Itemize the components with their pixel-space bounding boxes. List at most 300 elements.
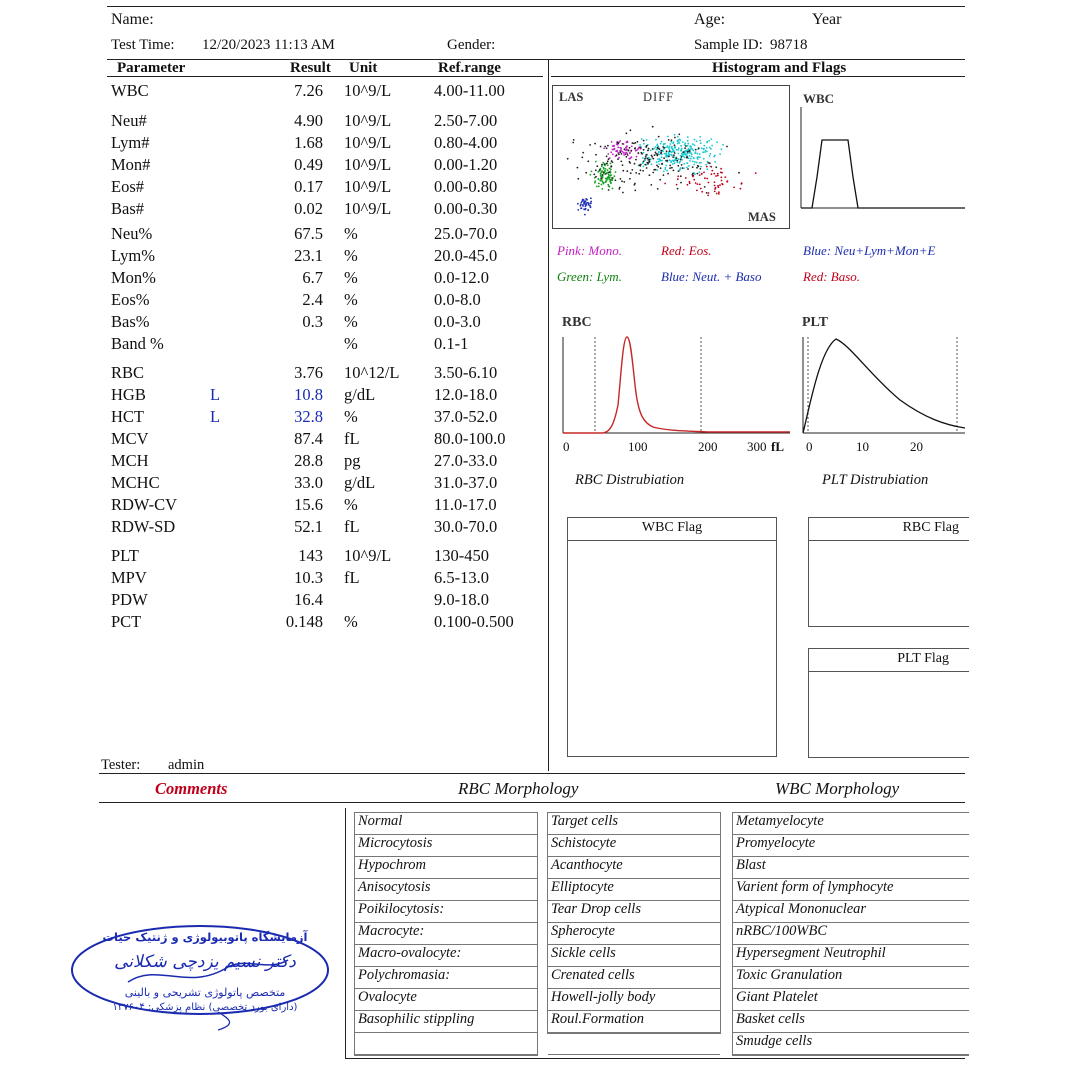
morphology-item: Howell-jolly body xyxy=(548,989,720,1011)
param-result: 10.3 xyxy=(294,568,323,587)
scatter-point xyxy=(673,154,675,156)
param-ref-range: 130-450 xyxy=(434,546,489,565)
param-result: 32.8 xyxy=(294,407,323,426)
scatter-point xyxy=(608,175,610,177)
scatter-point xyxy=(610,163,612,165)
scatter-point xyxy=(697,183,699,185)
scatter-point xyxy=(672,163,674,165)
param-unit: % xyxy=(344,224,358,243)
scatter-point xyxy=(585,205,587,207)
param-ref-range: 9.0-18.0 xyxy=(434,590,489,609)
scatter-point xyxy=(639,147,641,149)
scatter-point xyxy=(612,153,614,155)
scatter-point xyxy=(607,169,609,171)
scatter-plot xyxy=(552,85,790,229)
col-histogram: Histogram and Flags xyxy=(712,60,847,76)
scatter-point xyxy=(640,152,642,154)
scatter-point xyxy=(680,159,682,161)
scatter-point xyxy=(668,156,670,158)
scatter-point xyxy=(678,153,680,155)
scatter-point xyxy=(705,164,707,166)
scatter-point xyxy=(681,164,683,166)
column-rule-right xyxy=(551,76,965,77)
wbc-morphology-heading: WBC Morphology xyxy=(775,779,900,798)
scatter-point xyxy=(601,176,603,178)
morphology-item: Basket cells xyxy=(733,1011,969,1033)
scatter-point xyxy=(704,177,706,179)
param-ref-range: 0.80-4.00 xyxy=(434,133,498,152)
legend-blue-all: Blue: Neu+Lym+Mon+E xyxy=(803,243,936,258)
scatter-point xyxy=(621,180,623,182)
scatter-point xyxy=(697,173,699,175)
scatter-point xyxy=(599,169,601,171)
scatter-point xyxy=(706,192,708,194)
scatter-point xyxy=(733,187,735,189)
scatter-point xyxy=(670,161,672,163)
scatter-point xyxy=(671,147,673,149)
scatter-point xyxy=(607,164,609,166)
scatter-point xyxy=(639,144,641,146)
scatter-point xyxy=(703,158,705,160)
scatter-point xyxy=(694,144,696,146)
param-result: 2.4 xyxy=(302,290,323,309)
stamp-line-3: متخصص پاتولوژی تشریحی و بالینی xyxy=(124,986,286,999)
scatter-point xyxy=(676,184,678,186)
param-name: Mon% xyxy=(111,268,156,287)
scatter-point xyxy=(687,140,689,142)
scatter-point xyxy=(658,161,660,163)
param-name: RDW-SD xyxy=(111,517,176,536)
scatter-point xyxy=(718,191,720,193)
scatter-point xyxy=(607,160,609,162)
param-result: 143 xyxy=(298,546,323,565)
scatter-point xyxy=(630,129,632,131)
comments-heading: Comments xyxy=(155,779,228,798)
scatter-point xyxy=(706,142,708,144)
param-name: Mon# xyxy=(111,155,151,174)
scatter-point xyxy=(683,163,685,165)
param-result: 10.8 xyxy=(294,385,323,404)
scatter-point xyxy=(601,184,603,186)
scatter-point xyxy=(720,168,722,170)
scatter-point xyxy=(688,165,690,167)
wbc-flag-title: WBC Flag xyxy=(641,520,703,535)
scatter-point xyxy=(656,155,658,157)
scatter-point xyxy=(659,179,661,181)
scatter-point xyxy=(696,190,698,192)
scatter-point xyxy=(634,184,636,186)
scatter-point xyxy=(604,146,606,148)
scatter-point xyxy=(672,156,674,158)
morphology-item: Varient form of lymphocyte xyxy=(733,879,969,901)
scatter-point xyxy=(657,188,659,190)
scatter-point xyxy=(650,150,652,152)
scatter-point xyxy=(693,164,695,166)
wbc-flag-box xyxy=(567,517,777,757)
scatter-point xyxy=(656,165,658,167)
scatter-point xyxy=(691,156,693,158)
param-result: 33.0 xyxy=(294,473,323,492)
scatter-point xyxy=(676,157,678,159)
scatter-point xyxy=(614,175,616,177)
scatter-point xyxy=(715,175,717,177)
param-unit: pg xyxy=(344,451,361,470)
param-name: Bas% xyxy=(111,312,150,331)
scatter-point xyxy=(589,144,591,146)
test-time-value: 12/20/2023 11:13 AM xyxy=(202,37,335,53)
param-name: RDW-CV xyxy=(111,495,177,514)
scatter-point xyxy=(700,166,702,168)
sample-id-label: Sample ID: xyxy=(694,37,763,53)
param-result: 67.5 xyxy=(294,224,323,243)
param-name: PDW xyxy=(111,590,148,609)
morphology-item: Smudge cells xyxy=(733,1033,969,1055)
scatter-point xyxy=(716,193,718,195)
scatter-point xyxy=(680,145,682,147)
scatter-point xyxy=(615,171,617,173)
plt-tick-10: 10 xyxy=(856,439,869,454)
scatter-point xyxy=(644,164,646,166)
scatter-point xyxy=(607,145,609,147)
scatter-point xyxy=(660,167,662,169)
result-row xyxy=(0,451,540,473)
scatter-point xyxy=(699,184,701,186)
scatter-point xyxy=(674,152,676,154)
stamp-line-1: آزمایشگاه پاتوبیولوژی و ژنتیک حیات xyxy=(102,930,308,944)
scatter-point xyxy=(708,140,710,142)
morphology-item: Schistocyte xyxy=(548,835,720,857)
scatter-point xyxy=(626,132,628,134)
scatter-point xyxy=(642,162,644,164)
scatter-point xyxy=(694,139,696,141)
rbc-morphology-heading: RBC Morphology xyxy=(458,779,579,798)
scatter-point xyxy=(661,141,663,143)
morphology-item: Spherocyte xyxy=(548,923,720,945)
morphology-item: Macro-ovalocyte: xyxy=(355,945,537,967)
scatter-point xyxy=(703,145,705,147)
param-ref-range: 0.00-0.30 xyxy=(434,199,498,218)
rbc-histogram xyxy=(558,315,798,460)
scatter-point xyxy=(697,153,699,155)
rbc-tick-200: 200 xyxy=(698,439,718,454)
plt-tick-20: 20 xyxy=(910,439,923,454)
scatter-point xyxy=(587,160,589,162)
param-unit: 10^12/L xyxy=(344,363,400,382)
scatter-point xyxy=(684,147,686,149)
scatter-point xyxy=(701,191,703,193)
sample-id-value: 98718 xyxy=(770,37,808,53)
param-name: Neu# xyxy=(111,111,147,130)
param-ref-range: 0.00-0.80 xyxy=(434,177,498,196)
scatter-point xyxy=(577,209,579,211)
result-row xyxy=(0,568,540,590)
morphology-item xyxy=(355,1033,537,1055)
result-row xyxy=(0,133,540,155)
scatter-point xyxy=(656,145,658,147)
scatter-point xyxy=(665,167,667,169)
scatter-point xyxy=(657,158,659,160)
param-name: Lym# xyxy=(111,133,150,152)
param-ref-range: 0.00-1.20 xyxy=(434,155,498,174)
plt-hist-ticks xyxy=(804,439,964,455)
scatter-point xyxy=(663,144,665,146)
param-ref-range: 30.0-70.0 xyxy=(434,517,498,536)
scatter-point xyxy=(582,152,584,154)
param-ref-range: 0.0-3.0 xyxy=(434,312,481,331)
morphology-item: Normal xyxy=(355,813,537,835)
scatter-point xyxy=(666,170,668,172)
scatter-point xyxy=(598,178,600,180)
param-name: RBC xyxy=(111,363,145,382)
scatter-point xyxy=(703,151,705,153)
scatter-point xyxy=(658,163,660,165)
scatter-point xyxy=(692,150,694,152)
param-unit: % xyxy=(344,268,358,287)
scatter-point xyxy=(701,173,703,175)
scatter-point xyxy=(610,151,612,153)
col-ref-range: Ref.range xyxy=(438,60,501,76)
param-ref-range: 0.0-12.0 xyxy=(434,268,489,287)
scatter-point xyxy=(593,174,595,176)
morphology-item: Ovalocyte xyxy=(355,989,537,1011)
param-ref-range: 27.0-33.0 xyxy=(434,451,498,470)
plt-tick-0: 0 xyxy=(806,439,813,454)
scatter-point xyxy=(700,162,702,164)
morphology-item: Poikilocytosis: xyxy=(355,901,537,923)
scatter-point xyxy=(755,172,757,174)
result-row xyxy=(0,224,540,246)
scatter-point xyxy=(677,178,679,180)
morphology-item: nRBC/100WBC xyxy=(733,923,969,945)
param-name: PLT xyxy=(111,546,139,565)
scatter-point xyxy=(643,161,645,163)
tester-label: Tester: xyxy=(101,757,141,773)
morph-col-1 xyxy=(354,812,538,1056)
scatter-point xyxy=(720,177,722,179)
morphology-item: Sickle cells xyxy=(548,945,720,967)
scatter-point xyxy=(726,181,728,183)
scatter-point xyxy=(676,161,678,163)
scatter-point xyxy=(655,146,657,148)
scatter-point xyxy=(653,169,655,171)
scatter-point xyxy=(630,172,632,174)
scatter-point xyxy=(692,174,694,176)
scatter-point xyxy=(606,147,608,149)
rbc-tick-300: 300 xyxy=(747,439,767,454)
scatter-point xyxy=(678,170,680,172)
scatter-point xyxy=(626,170,628,172)
scatter-point xyxy=(595,176,597,178)
scatter-point xyxy=(718,193,720,195)
scatter-point xyxy=(629,147,631,149)
scatter-point xyxy=(652,172,654,174)
param-unit: 10^9/L xyxy=(344,81,392,100)
morphology-item: Metamyelocyte xyxy=(733,813,969,835)
result-row xyxy=(0,407,540,429)
scatter-point xyxy=(669,159,671,161)
scatter-point xyxy=(634,190,636,192)
scatter-point xyxy=(646,139,648,141)
scatter-point xyxy=(603,173,605,175)
scatter-point xyxy=(651,156,653,158)
scatter-point xyxy=(669,167,671,169)
scatter-point xyxy=(629,161,631,163)
scatter-point xyxy=(671,146,673,148)
scatter-point xyxy=(607,184,609,186)
scatter-point xyxy=(696,162,698,164)
param-ref-range: 25.0-70.0 xyxy=(434,224,498,243)
scatter-point xyxy=(663,147,665,149)
scatter-point xyxy=(603,148,605,150)
scatter-point xyxy=(687,168,689,170)
result-row xyxy=(0,290,540,312)
scatter-point xyxy=(680,150,682,152)
morph-col-3 xyxy=(732,812,969,1056)
scatter-point xyxy=(613,145,615,147)
legend-blue-neut: Blue: Neut. + Baso xyxy=(661,269,762,284)
top-rule xyxy=(107,6,965,7)
scatter-point xyxy=(608,176,610,178)
result-row xyxy=(0,334,540,356)
scatter-point xyxy=(580,202,582,204)
morphology-item: Crenated cells xyxy=(548,967,720,989)
result-row xyxy=(0,517,540,539)
scatter-point xyxy=(655,153,657,155)
param-unit: g/dL xyxy=(344,473,376,492)
scatter-point xyxy=(646,154,648,156)
scatter-point xyxy=(661,160,663,162)
scatter-point xyxy=(601,165,603,167)
scatter-point xyxy=(700,188,702,190)
scatter-point xyxy=(699,140,701,142)
col-result: Result xyxy=(290,60,331,76)
scatter-point xyxy=(668,152,670,154)
scatter-point xyxy=(679,161,681,163)
scatter-point xyxy=(622,143,624,145)
scatter-point xyxy=(707,195,709,197)
scatter-point xyxy=(620,151,622,153)
result-row xyxy=(0,546,540,568)
scatter-point xyxy=(687,149,689,151)
param-result: 87.4 xyxy=(294,429,323,448)
scatter-point xyxy=(700,168,702,170)
param-name: PCT xyxy=(111,612,142,631)
param-ref-range: 31.0-37.0 xyxy=(434,473,498,492)
scatter-point xyxy=(610,166,612,168)
scatter-point xyxy=(634,163,636,165)
param-result: 0.02 xyxy=(294,199,323,218)
morphology-item: Elliptocyte xyxy=(548,879,720,901)
footer-rule-top xyxy=(99,773,965,774)
scatter-point xyxy=(644,158,646,160)
scatter-point xyxy=(634,148,636,150)
param-unit: % xyxy=(344,334,358,353)
scatter-point xyxy=(663,171,665,173)
scatter-point xyxy=(585,172,587,174)
scatter-point xyxy=(665,155,667,157)
param-unit: % xyxy=(344,495,358,514)
param-name: WBC xyxy=(111,81,149,100)
scatter-point xyxy=(726,146,728,148)
param-ref-range: 80.0-100.0 xyxy=(434,429,506,448)
param-result: 3.76 xyxy=(294,363,323,382)
scatter-point xyxy=(687,153,689,155)
scatter-point xyxy=(656,169,658,171)
scatter-point xyxy=(632,142,634,144)
param-unit: 10^9/L xyxy=(344,177,392,196)
scatter-point xyxy=(692,161,694,163)
scatter-point xyxy=(687,143,689,145)
scatter-point xyxy=(699,174,701,176)
result-row xyxy=(0,590,540,612)
scatter-point xyxy=(647,150,649,152)
scatter-point xyxy=(648,161,650,163)
scatter-point xyxy=(603,171,605,173)
param-ref-range: 20.0-45.0 xyxy=(434,246,498,265)
scatter-point xyxy=(721,180,723,182)
scatter-point xyxy=(639,165,641,167)
scatter-point xyxy=(611,177,613,179)
scatter-point xyxy=(598,183,600,185)
result-row xyxy=(0,246,540,268)
scatter-point xyxy=(577,203,579,205)
param-unit: % xyxy=(344,290,358,309)
scatter-point xyxy=(669,165,671,167)
scatter-point xyxy=(655,148,657,150)
scatter-point xyxy=(601,170,603,172)
scatter-point xyxy=(608,158,610,160)
scatter-point xyxy=(584,214,586,216)
scatter-point xyxy=(717,175,719,177)
scatter-point xyxy=(715,166,717,168)
param-result: 4.90 xyxy=(294,111,323,130)
scatter-mas-label: MAS xyxy=(748,210,776,224)
rbc-tick-unit: fL xyxy=(771,439,784,454)
scatter-point xyxy=(573,139,575,141)
vertical-divider xyxy=(548,59,549,771)
scatter-point xyxy=(630,150,632,152)
scatter-point xyxy=(631,169,633,171)
scatter-point xyxy=(698,147,700,149)
scatter-point xyxy=(667,173,669,175)
scatter-point xyxy=(706,168,708,170)
param-ref-range: 11.0-17.0 xyxy=(434,495,497,514)
scatter-point xyxy=(717,185,719,187)
scatter-point xyxy=(582,199,584,201)
scatter-point xyxy=(721,172,723,174)
result-row xyxy=(0,199,540,221)
scatter-point xyxy=(738,172,740,174)
age-label: Age: xyxy=(694,11,726,28)
scatter-point xyxy=(721,183,723,185)
param-name: Neu% xyxy=(111,224,153,243)
scatter-point xyxy=(609,168,611,170)
scatter-point xyxy=(690,158,692,160)
scatter-point xyxy=(590,203,592,205)
scatter-point xyxy=(713,173,715,175)
result-row xyxy=(0,429,540,451)
scatter-point xyxy=(584,203,586,205)
scatter-point xyxy=(669,145,671,147)
scatter-point xyxy=(695,182,697,184)
scatter-point xyxy=(651,163,653,165)
scatter-point xyxy=(609,186,611,188)
scatter-point xyxy=(686,166,688,168)
col-unit: Unit xyxy=(349,60,378,76)
scatter-point xyxy=(709,147,711,149)
scatter-point xyxy=(696,167,698,169)
legend-red-eos: Red: Eos. xyxy=(661,243,712,258)
